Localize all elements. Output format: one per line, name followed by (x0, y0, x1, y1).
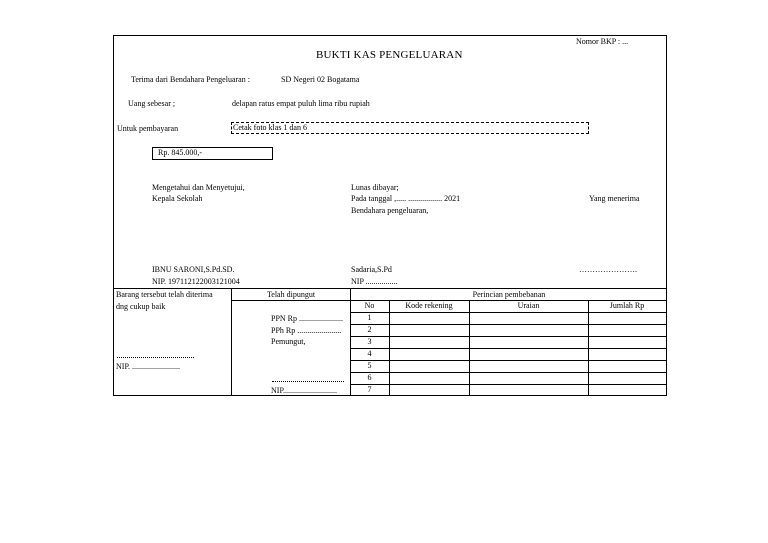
row-number: 1 (367, 313, 372, 322)
divider-left (231, 288, 232, 396)
perincian-heading: Perincian pembebanan (472, 290, 546, 299)
sign-line-left (117, 357, 194, 358)
row-line (350, 384, 666, 385)
bottom-divider (114, 288, 666, 289)
telah-dipungut-rule (231, 300, 350, 301)
bkp-document (113, 35, 667, 396)
row-number: 2 (367, 325, 372, 334)
kepsek-nip: NIP. 197112122003121004 (152, 277, 240, 286)
col-jumlah-header: Jumlah Rp (609, 301, 645, 310)
nip-left: NIP. ........................ (116, 362, 181, 371)
terima-label: Terima dari Bendahara Pengeluaran : (131, 75, 250, 84)
penerima-label: Yang menerima (589, 194, 640, 203)
row-line (350, 360, 666, 361)
untuk-label: Untuk pembayaran (117, 124, 179, 133)
col-no-header: No (364, 301, 375, 310)
mengetahui-line2: Kepala Sekolah (152, 194, 203, 203)
untuk-value: Cetak foto klas 1 dan 6 (233, 123, 307, 132)
sign-line-mid (272, 381, 344, 382)
col-kode-header: Kode rekening (405, 301, 453, 310)
terima-value: SD Negeri 02 Bogatama (281, 75, 360, 84)
pemungut-label: Pemungut, (271, 337, 306, 346)
barang-line2: dng cukup baik (116, 302, 166, 311)
pph-line: PPh Rp ...................... (271, 326, 342, 335)
page-title: BUKTI KAS PENGELUARAN (316, 49, 463, 61)
telah-dipungut: Telah dipungut (266, 290, 316, 299)
row-line (350, 372, 666, 373)
row-line (350, 336, 666, 337)
row-line (350, 348, 666, 349)
row-line (350, 312, 666, 313)
row-number: 3 (367, 337, 372, 346)
nip-mid: NIP........................... (271, 386, 338, 395)
ppn-line: PPN Rp ...................... (271, 314, 344, 323)
row-number: 4 (367, 349, 372, 358)
row-number: 6 (367, 373, 372, 382)
col-uraian-header: Uraian (517, 301, 540, 310)
amount-value: Rp. 845.000,- (158, 148, 202, 157)
lunas-line2: Pada tanggal ,..... ................. 2021 (351, 194, 461, 203)
barang-line1: Barang tersebut telah diterima (116, 290, 213, 299)
kepsek-name: IBNU SARONI,S.Pd.SD. (152, 265, 235, 274)
row-line (350, 324, 666, 325)
lunas-line1: Lunas dibayar; (351, 183, 399, 192)
penerima-dots: …………………. (579, 265, 637, 274)
uang-value: delapan ratus empat puluh lima ribu rupiah (232, 99, 370, 108)
row-number: 5 (367, 361, 372, 370)
row-number: 7 (367, 385, 372, 394)
bendahara-name: Sadaria,S.Pd (351, 265, 392, 274)
bendahara-nip: NIP ................ (351, 277, 398, 286)
nomor-bkp: Nomor BKP : ... (576, 37, 629, 46)
uang-label: Uang sebesar ; (128, 99, 176, 108)
lunas-line3: Bendahara pengeluaran, (351, 206, 429, 215)
mengetahui-line1: Mengetahui dan Menyetujui, (152, 183, 245, 192)
